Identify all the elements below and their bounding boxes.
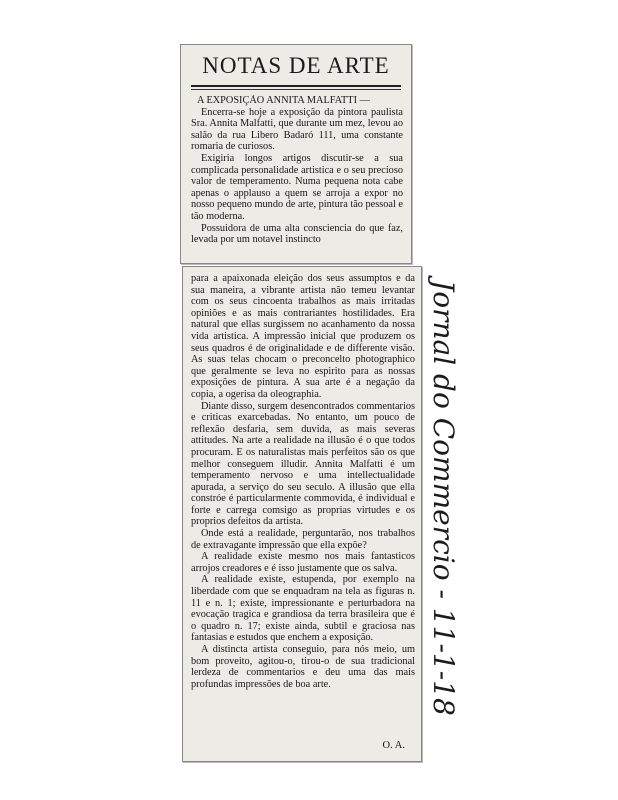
body-paragraph: Diante disso, surgem desencontrados commentarios e criticas exarcebadas. No entanto, um pouco de reflexão desfaria, sem duvida, as mais severas attitudes. Na arte a realidade na illusão é o que todos procuram. E os naturalistas mais perfeitos são os que melhor conseguem illudir. Annita Malfatti é um temperamento nervoso e uma intellectualidade apurada, a serviço do seu seculo. A illusão que ella constróe é particularmente commovida, é individual e forte e carrega comsigo as proprias virtudes e os proprios defeitos da artista. — [191, 400, 415, 528]
handwritten-note-text: Jornal do Commercio - 11-1-18 — [427, 280, 460, 716]
article-intro — [191, 95, 403, 260]
intro-paragraph: Possuidora de uma alta consciencia do que faz, levada por um notavel instincto — [191, 222, 403, 246]
intro-paragraph: Encerra-se hoje a exposição da pintora paulista Sra. Annita Malfatti, que durante um mez, levou ao salão da rua Libero Badaró 111, uma constante romaria de curiosos. — [191, 106, 403, 153]
body-paragraph: A distincta artista conseguio, para nós meio, um bom proveito, agitou-o, tirou-o de sua tradicional lerdeza de commentarios e deu uma das mais profundas impressões de boa arte. — [191, 644, 415, 690]
title-rule — [191, 85, 401, 87]
intro-paragraph: Exigiria longos artigos discutir-se a sua complicada personalidade artistica e o seu precioso valor de temperamento. Numa pequena nota cabe apenas o applauso a quem se arroja a expor no nosso pequeno mundo de arte, pintura tão pessoal e tão moderna. — [191, 152, 403, 222]
article-title: NOTAS DE ARTE — [202, 53, 390, 78]
article-body — [191, 273, 415, 753]
handwritten-source-note — [420, 270, 468, 740]
clipping-top — [180, 44, 412, 264]
body-paragraph: A realidade existe, estupenda, por exemplo na liberdade com que se enquadram na tela as figuras n. 11 e n. 1; existe, impressionante e perturbadora na evocação tragica e grandiosa da terra brasileira que é o quadro n. 17; existe ainda, subtil e graciosa nas fantasias e estudos que enchem a exposição. — [191, 574, 415, 644]
title-rule-thin — [191, 89, 401, 90]
body-paragraph: A realidade existe mesmo nos mais fantasticos arrojos creadores e é isso justamente que os salva. — [191, 551, 415, 574]
body-paragraph: Onde está a realidade, perguntarão, nos trabalhos de extravagante impressão que ella expõe? — [191, 528, 415, 551]
article-headline: A EXPOSIÇÃO ANNITA MALFATTI — — [197, 95, 370, 106]
author-signature: O. A. — [382, 740, 405, 751]
body-paragraph: para a apaixonada eleição dos seus assumptos e da sua maneira, a vibrante artista não temeu levantar com os seus cincoenta trabalhos as mais irritadas opiniões e as mais contrariantes hostilidades. Era natural que ellas surgissem no acanhamento da nossa vida artistica. A impressão inicial que produzem os seus quadros é de originalidade e de differente visão. As suas telas chocam o preconcelto photographico que geralmente se leva no espirito para as nossas exposições de pintura. A sua arte é a negação da copia, a ogerisa da oleographia. — [191, 273, 415, 400]
clipping-continuation — [182, 266, 422, 762]
